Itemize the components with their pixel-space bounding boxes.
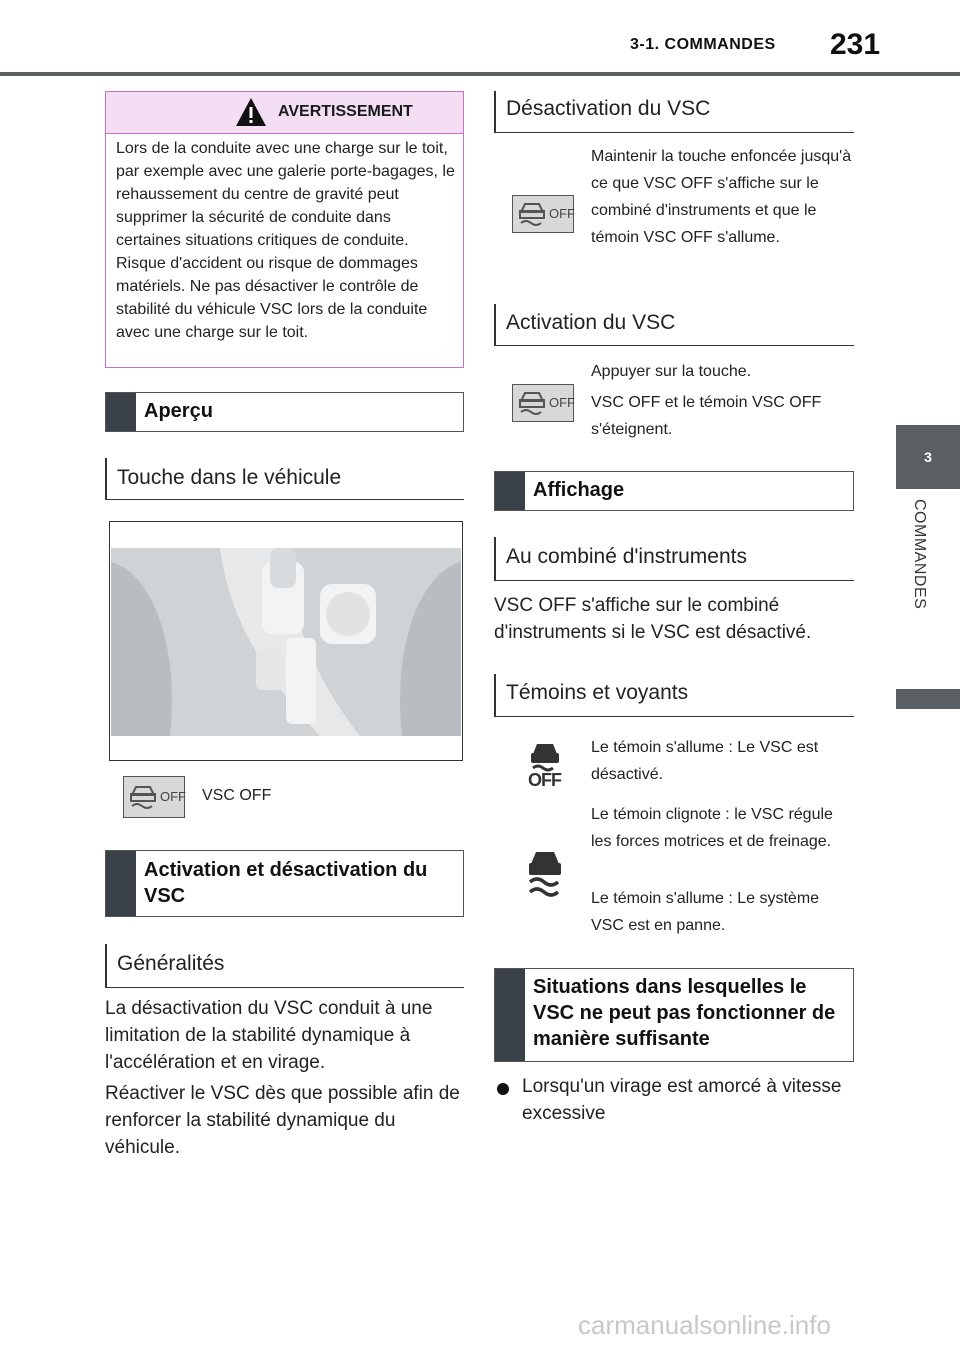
section-affichage — [494, 471, 854, 511]
vsc-off-lamp-icon — [525, 740, 565, 792]
vsc-off-key-icon-2 — [512, 384, 574, 422]
lamp-off-text: OFF — [528, 770, 561, 790]
combine-text: VSC OFF s'affiche sur le combiné d'instruments si le VSC est désactivé. — [494, 595, 812, 643]
subheading-touche: Touche dans le véhicule — [105, 458, 464, 500]
vsc-off-caption: VSC OFF — [202, 787, 272, 804]
section-affichage-title: Affichage — [533, 479, 625, 501]
running-header-section: 3-1. COMMANDES — [630, 36, 776, 53]
activation-text-1: Appuyer sur la touche. — [591, 363, 752, 380]
paragraph-reactiver: Réactiver le VSC dès que possible afin de renforcer la stabilité dynamique du véhicule. — [105, 1083, 460, 1158]
subheading-activation: Activation du VSC — [494, 304, 854, 346]
section-activation — [105, 850, 464, 917]
header-rule — [0, 72, 960, 76]
section-situations — [494, 968, 854, 1062]
key-off-text: OFF — [549, 395, 575, 410]
section-apercu — [105, 392, 464, 432]
vsc-off-key-icon-1 — [512, 195, 574, 233]
subheading-temoins: Témoins et voyants — [494, 674, 854, 717]
subheading-generalites: Généralités — [105, 944, 464, 988]
subheading-combine: Au combiné d'instruments — [494, 537, 854, 581]
chapter-tab-number: 3 — [896, 425, 960, 489]
section-apercu-title: Aperçu — [144, 400, 213, 422]
desactivation-text: Maintenir la touche enfoncée jusqu'à ce que VSC OFF s'affiche sur le combiné d'instruments et que le témoin VSC OFF s'allume. — [591, 148, 852, 246]
temoin-2-text-2: Le témoin s'allume : Le système VSC est en panne. — [591, 890, 820, 934]
section-activation-title: Activation et désactivation du VSC — [144, 859, 428, 907]
key-off-text: OFF — [160, 789, 186, 804]
subheading-desactivation: Désactivation du VSC — [494, 91, 854, 133]
console-drawing — [110, 522, 462, 760]
key-off-text: OFF — [549, 206, 575, 221]
warning-triangle-icon — [234, 96, 268, 128]
paragraph-desactivation: La désactivation du VSC conduit à une limitation de la stabilité dynamique à l'accélération et en virage. — [105, 998, 433, 1073]
chapter-tab-label: COMMANDES — [911, 499, 928, 610]
vehicle-console-illustration — [109, 521, 463, 761]
bullet-dot — [497, 1083, 509, 1095]
warning-header — [106, 92, 463, 134]
temoin-1-text: Le témoin s'allume : Le VSC est désactivé. — [591, 739, 819, 783]
vsc-active-lamp-icon — [522, 848, 568, 900]
warning-text: Lors de la conduite avec une charge sur le toit, par exemple avec une galerie porte-bagages, le rehaussement du centre de gravité peut supprimer la sécurité de conduite dans certaines situations critiques de conduite. Risque d'accident ou risque de dommages matériels. Ne pas désactiver le contrôle de stabilité du véhicule VSC lors de la conduite avec une charge sur le toit. — [116, 140, 455, 341]
chapter-tab-bar — [896, 689, 960, 709]
watermark: carmanualsonline.info — [578, 1310, 831, 1340]
vsc-off-button-icon — [123, 776, 185, 818]
activation-text-2: VSC OFF et le témoin VSC OFF s'éteignent. — [591, 394, 822, 438]
chapter-tab — [896, 489, 960, 689]
temoin-2-text-1: Le témoin clignote : le VSC régule les forces motrices et de freinage. — [591, 806, 833, 850]
page-number: 231 — [830, 28, 881, 61]
section-situations-title: Situations dans lesquelles le VSC ne peut pas fonctionner de manière suffisante — [533, 976, 836, 1050]
bullet-1-text: Lorsqu'un virage est amorcé à vitesse excessive — [522, 1076, 842, 1124]
warning-box — [105, 91, 464, 368]
warning-title: AVERTISSEMENT — [278, 103, 413, 120]
